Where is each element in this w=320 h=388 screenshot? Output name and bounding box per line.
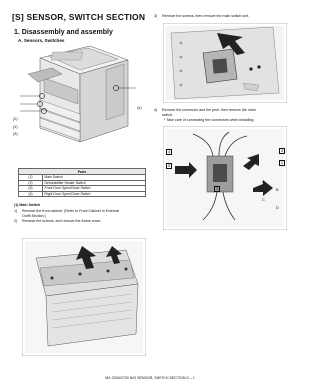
callout-4: (4) xyxy=(137,106,142,110)
step-4-line-2: switch. xyxy=(162,112,173,117)
part-name: Main Switch xyxy=(43,175,146,181)
callout-marker-3: 3 xyxy=(281,149,284,153)
part-name: Front Door Open/Close Switch xyxy=(43,186,146,192)
copier-illustration xyxy=(18,44,143,154)
callout-marker-2: 2 xyxy=(281,161,284,165)
part-number: (4) xyxy=(19,191,43,197)
step-1-line-1: Remove the front cabinet. (Refer to Front Cabinet in External xyxy=(22,209,119,213)
callout-3: (3) xyxy=(13,132,18,136)
parts-table-header: Parts xyxy=(19,169,146,175)
procedure-heading: (1) Main Switch xyxy=(14,203,41,207)
step-4-note: * Take care of connecting the connectors when installing. xyxy=(164,118,255,122)
connector-label-d: D xyxy=(276,206,279,210)
step-3-number: 3) xyxy=(154,14,158,18)
step-1-line-2: Outfit Section.) xyxy=(22,213,46,218)
part-number: (1) xyxy=(19,175,43,181)
step-3-text: Remove the screws, then remove the main switch unit. xyxy=(162,14,250,18)
part-name: Dehumidifier Heater Switch xyxy=(43,180,146,186)
callout-1: (1) xyxy=(13,125,18,129)
main-switch-wiring-illustration xyxy=(163,126,287,230)
step-2-text: Remove the screws, and remove the frame cover. xyxy=(22,219,102,223)
step-4-line-1: Remove the connector and the peel, then remove the main xyxy=(162,108,256,112)
parts-table xyxy=(18,168,146,197)
connector-label-b: B xyxy=(276,188,279,192)
part-number: (3) xyxy=(19,186,43,192)
page-footer: MX-2300/2700 N/G SENSOR, SWITCH SECTION S – 1 xyxy=(105,376,195,380)
main-switch-unit-illustration xyxy=(163,23,287,103)
connector-label-c: C xyxy=(262,198,265,202)
section-title: [S] SENSOR, SWITCH SECTION xyxy=(12,12,146,22)
callout-2: (2) xyxy=(13,117,18,121)
chapter-title: 1. Disassembly and assembly xyxy=(14,29,113,36)
callout-marker-4: 4 xyxy=(168,150,171,154)
sub-title: A. Sensors, Switches xyxy=(18,38,65,43)
connector-label-a: A xyxy=(262,180,265,184)
part-name: Right Door Open/Close Switch xyxy=(43,191,146,197)
step-1-number: 1) xyxy=(14,209,18,213)
step-2-number: 2) xyxy=(14,219,18,223)
table-row xyxy=(19,191,146,197)
part-number: (2) xyxy=(19,180,43,186)
callout-marker-5: 5 xyxy=(168,164,171,168)
frame-cover-illustration xyxy=(22,238,146,356)
step-4-number: 4) xyxy=(154,108,158,112)
callout-marker-1: 1 xyxy=(216,187,219,191)
